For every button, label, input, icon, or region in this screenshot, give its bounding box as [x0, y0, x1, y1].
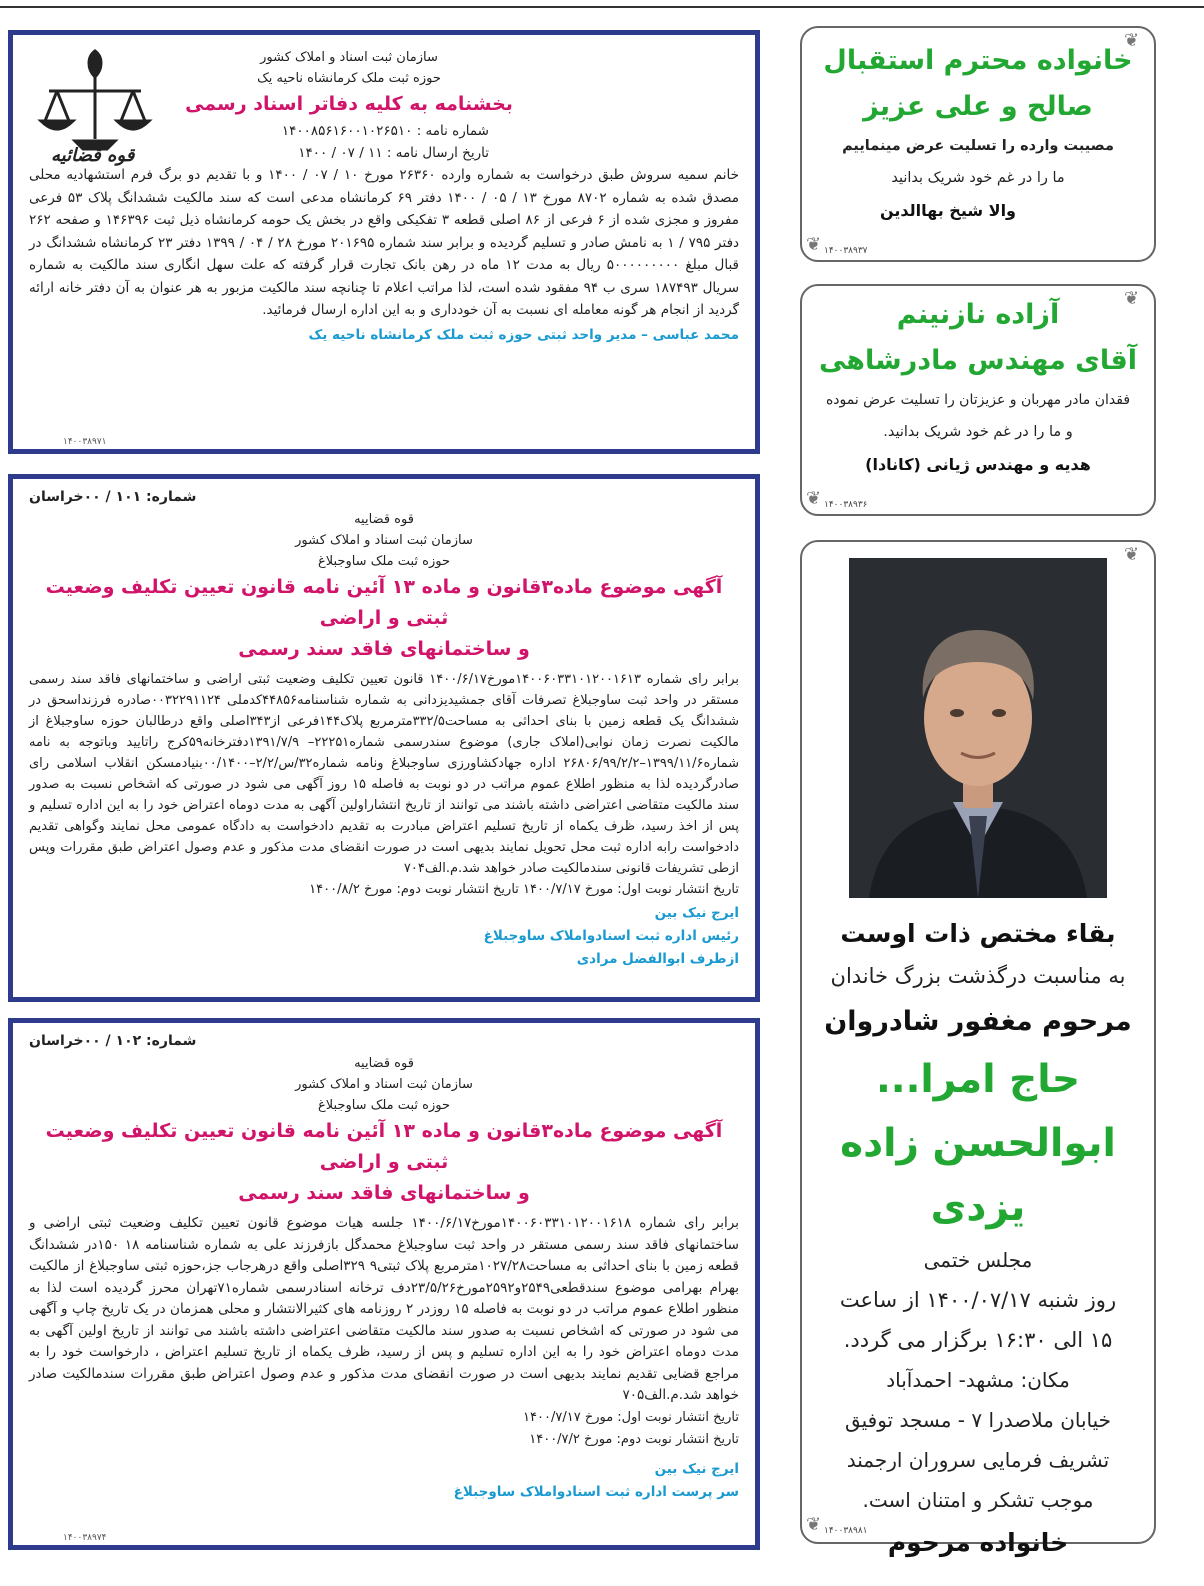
- signature-title: رئیس اداره ثبت اسنادواملاک ساوجبلاغ: [483, 927, 739, 944]
- ornament-icon: ❦: [806, 488, 822, 509]
- org-line: حوزه ثبت ملک ساوجبلاغ: [317, 554, 451, 569]
- publish-dates: تاریخ انتشار نوبت اول: مورخ ۱۴۰۰/۷/۱۷ تاریخ انتشار نوبت دوم: مورخ ۱۴۰۰/۸/۲: [309, 882, 739, 897]
- notice-body: برابر رای شماره ۱۴۰۰۶۰۳۳۱۰۱۲۰۰۱۶۱۸مورخ۱۴۰۰/۶/۱۷ جلسه هیات موضوع قانون تعیین تکلیف وضعیت ثبتی اراضی و ساختمانهای فاقد سند رسمی مستقر در واحد ثبت ساوجبلاغ محمدگل بازفرزند علی به شماره شناسنامه ۱۸ ۱۵۰در ششدانگ قطعه زمین با بنای احداثی به مساحت۱۰۲۷/۲۸مترمربع پلاک ثبتی۹ ۳۲۹اصلی واقع درهرجاب جز،حوزه ثبتی ساوجبلاغ از مالکیت بهرام بهرامی موضوع سندقطعی۲۵۴۹و۲۵۹۲مورخ۲۳/۵/۲۶دف ترخانه اسنادرسمی شماره۷۱تهران محرز گردیده است لذا به منظور اطلاع عموم مراتب در دو نوبت به فاصله ۱۵ روزدر ۲ روزنامه های کثیرالانتشار و محلی همزمان در یک تاریخ چاپ و آگهی می شود در صورتی که اشخاص نسبت به صدور سند مالکیت متقاضی اعتراضی داشته باشند می توانند از تاریخ اولین آگهی به مدت دوماه اعتراض خود را به این اداره تسلیم و پس از رسید، ظرف یکماه از تاریخ تسلیم اعتراض ، دارخواست خود را به مراجع قضایی تقدیم نمایند بدیهی است در صورت انقضای مدت مذکور و عدم وصول اعتراض طبق مقررات سندمالکیت صادر خواهد شد.م.الف۷۰۵: [29, 1215, 740, 1403]
- notice-circular: [8, 30, 760, 454]
- ad-signature: خانواده مرحوم: [887, 1528, 1069, 1557]
- send-date: تاریخ ارسال نامه : ۱۱ / ۰۷ / ۱۴۰۰: [298, 145, 489, 161]
- signature-name: ایرج نیک بین: [654, 904, 739, 921]
- org-line: قوه قضاییه: [354, 512, 414, 527]
- signature-behalf: ازطرف ابوالفضل مرادی: [576, 950, 739, 967]
- notice-title: و ساختمانهای فاقد سند رسمی: [238, 1182, 530, 1204]
- memorial-time: ۱۵ الی ۱۶:۳۰ برگزار می گردد.: [843, 1328, 1113, 1352]
- ornament-icon: ❦: [806, 1514, 822, 1535]
- ad-code: ۱۴۰۰۳۸۹۸۱: [824, 1526, 868, 1536]
- publish-date-second: تاریخ انتشار نوبت دوم: مورخ ۱۴۰۰/۷/۲: [529, 1432, 739, 1447]
- ad-text: مصیبت وارده را تسلیت عرض مینماییم: [842, 138, 1114, 154]
- ornament-icon: ❦: [1124, 288, 1140, 309]
- ornament-icon: ❦: [1124, 30, 1140, 51]
- notice-title: آگهی موضوع ماده۳قانون و ماده ۱۳ آئین نامه قانون تعیین تکلیف وضعیت ثبتی و اراضی: [45, 576, 723, 629]
- notice-body: برابر رای شماره ۱۴۰۰۶۰۳۳۱۰۱۲۰۰۱۶۱۳مورخ۱۴۰۰/۶/۱۷ قانون تعیین تکلیف وضعیت ثبتی اراضی و ساختمانهای فاقد سند رسمی مستقر در واحد ثبت ساوجبلاغ تصرفات آقای جمشیدیزدانی به شماره شناسنامه۴۴۸۵۶کدملی ۰۰۳۲۲۹۱۱۲۴صادره فرزنداسحق در ششدانگ یک قطعه زمین با بنای احداثی به مساحت۳۳۲/۵مترمربع پلاک۱۴۴فرعی از۳۴۳اصلی واقع درطالبان حوزه ساوجبلاغ از مالکیت نصرت زمان نوابی(املاک جاری) موضوع سندرسمی شماره۲۲۲۵۱– ۱۳۹۱/۷/۹دفترخانه۵۹کرج راتایید وباتوجه به نامه شماره۱۳۹۹/۱۱/۶–۲۶۸۰۶/۹۹/۲/۲ اداره جهادکشاورزی ساوجبلاغ ونامه شماره۳۲/س/۲/۲–۰۰/۱۴۰۰بنیادمسکن انقلاب اسلامی رای صادرگردیده لذا به منظور اطلاع عموم مراتب در دو نوبت به فاصله ۱۵ روز آگهی می شود در صورتی که اشخاص نسبت به صدور سند مالکیت متقاضی اعتراضی داشته باشند می توانند از تاریخ انتشاراولین آگهی به مدت دوماه اعتراض خود را به این اداره تسلیم و پس از اخذ رسید، ظرف یکماه از تاریخ تسلیم اعتراض مبادرت به تقدیم دادخواست به دادگاه عمومی محل نمایند وگواهی تقدیم دادخواست رابه اداره ثبت محل تحویل نمایند بدیهی است در صورت انقضای مدت مذکور و عدم وصول اعتراض طبق مقررات وپس ازطی تشریفات قانونی سندمالکیت صادر خواهد شد.م.الف۷۰۴: [29, 672, 740, 876]
- ad-code: ۱۴۰۰۳۸۹۳۷: [824, 246, 868, 256]
- notice-title: و ساختمانهای فاقد سند رسمی: [238, 638, 530, 660]
- notice-number: شماره: ۱۰۲ / ۰۰خراسان: [29, 1033, 197, 1049]
- deceased-name: ابوالحسن زاده یزدی: [840, 1121, 1116, 1230]
- condolence-ad-2: [800, 284, 1156, 516]
- org-line: سازمان ثبت اسناد و املاک کشور: [295, 1077, 473, 1092]
- deceased-name: حاج امرا...: [875, 1057, 1081, 1102]
- org-line: سازمان ثبت اسناد و املاک کشور: [295, 533, 473, 548]
- publish-date-first: تاریخ انتشار نوبت اول: مورخ ۱۴۰۰/۷/۱۷: [523, 1409, 739, 1425]
- ad-code: ۱۴۰۰۳۸۹۷۱: [63, 437, 107, 447]
- ad-headline: آزاده نازنینم: [896, 299, 1060, 330]
- notice-title: بخشنامه به کلیه دفاتر اسناد رسمی: [185, 93, 513, 115]
- memorial-text: تشریف فرمایی سروران ارجمند: [846, 1448, 1110, 1472]
- notice-number: شماره: ۱۰۱ / ۰۰خراسان: [29, 489, 197, 505]
- memorial-title: مرحوم مغفور شادروان: [824, 1006, 1132, 1037]
- memorial-ad: [800, 540, 1156, 1557]
- memorial-heading: بقاء مختص ذات اوست: [840, 919, 1116, 948]
- letter-number: شماره نامه : ۱۴۰۰۸۵۶۱۶۰۰۱۰۲۶۵۱۰: [281, 123, 489, 139]
- emblem-caption: قوه قضائیه: [51, 145, 135, 166]
- ad-code: ۱۴۰۰۳۸۹۷۴: [63, 1533, 107, 1543]
- org-line: سازمان ثبت اسناد و املاک کشور: [260, 50, 438, 65]
- notice-land-registry-101: [8, 474, 760, 1002]
- signature-title: سر پرست اداره ثبت اسنادواملاک ساوجبلاغ: [453, 1483, 739, 1500]
- top-rule: [0, 6, 1204, 8]
- ornament-icon: ❦: [806, 234, 822, 255]
- ad-signature: والا شیخ بهاالدین: [880, 201, 1016, 220]
- memorial-location: مکان: مشهد- احمدآباد: [886, 1368, 1070, 1392]
- portrait-photo: [849, 558, 1107, 898]
- org-line: حوزه ثبت ملک کرمانشاه ناحیه یک: [257, 71, 441, 86]
- memorial-text: مجلس ختمی: [923, 1248, 1033, 1272]
- notice-body: خانم سمیه سروش طبق درخواست به شماره وارده ۲۶۳۶۰ مورخ ۱۰ / ۰۷ / ۱۴۰۰ و با تقدیم دو برگ فرم استشهادیه محلی مصدق شده به شماره ۸۷۰۲ مورخ ۱۳ / ۰۵ / ۱۴۰۰ دفتر ۶۹ کرمانشاه مدعی است که سند مالکیت ششدانگ پلاک ۵۳ فرعی مفروز و مجزی شده از ۶ فرعی از ۸۶ اصلی قطعه ۳ تفکیکی واقع در بخش یک حومه کرمانشاه ذیل ثبت ۱۴۶۳۹۶ و صفحه ۲۶۲ دفتر ۷۹۵ / ۱ به نامش صادر و تسلیم گردیده و برابر سند شماره ۲۰۱۶۹۵ مورخ ۲۸ / ۰۴ / ۱۳۹۹ دفتر ۲۳ کرمانشاه ششدانگ در قبال مبلغ ۵۰۰۰۰۰۰۰۰۰ ریال به مدت ۱۲ ماه در رهن بانک تجارت قرار گرفته که علت سهل انگاری سند مالکیت به شماره سریال ۱۸۷۴۹۳ سری ب ۹۴ مفقود شده است، لذا مراتب اعلام تا چنانچه سند مالکیت مزبور به هر عنوان به آن دفتر خانه ارائه گردید از انجام هر گونه معامله ای نسبت به آن خودداری و به این اداره ارسال فرمائید.: [29, 167, 740, 318]
- signature: محمد عباسی – مدیر واحد ثبتی حوزه ثبت ملک کرمانشاه ناحیه یک: [308, 326, 739, 343]
- ornament-icon: ❦: [1124, 544, 1140, 565]
- ad-text: فقدان مادر مهربان و عزیزتان را تسلیت عرض نموده: [825, 392, 1131, 408]
- ad-text: ما را در غم خود شریک بدانید: [891, 170, 1065, 186]
- memorial-date: روز شنبه ۱۴۰۰/۰۷/۱۷ از ساعت: [839, 1288, 1117, 1312]
- org-line: قوه قضاییه: [354, 1056, 414, 1071]
- portrait-illustration: [849, 558, 1107, 898]
- condolence-ad-1: [800, 26, 1156, 262]
- ad-text: و ما را در غم خود شریک بدانید.: [883, 424, 1073, 440]
- ad-code: ۱۴۰۰۳۸۹۳۶: [824, 500, 868, 510]
- org-line: حوزه ثبت ملک ساوجبلاغ: [317, 1098, 451, 1113]
- memorial-address: خیابان ملاصدرا ۷ - مسجد توفیق: [844, 1408, 1112, 1432]
- memorial-text: به مناسبت درگذشت بزرگ خاندان: [830, 964, 1126, 988]
- ad-signature: هدیه و مهندس ژیانی (کانادا): [865, 455, 1091, 474]
- signature-name: ایرج نیک بین: [654, 1460, 739, 1477]
- notice-title: آگهی موضوع ماده۳قانون و ماده ۱۳ آئین نامه قانون تعیین تکلیف وضعیت ثبتی و اراضی: [45, 1120, 723, 1173]
- notice-land-registry-102: [8, 1018, 760, 1550]
- ad-headline: آقای مهندس مادرشاهی: [818, 345, 1137, 376]
- memorial-text: موجب تشکر و امتنان است.: [862, 1488, 1094, 1512]
- ad-headline: صالح و علی عزیز: [863, 91, 1093, 122]
- ad-headline: خانواده محترم استقبال: [823, 45, 1133, 76]
